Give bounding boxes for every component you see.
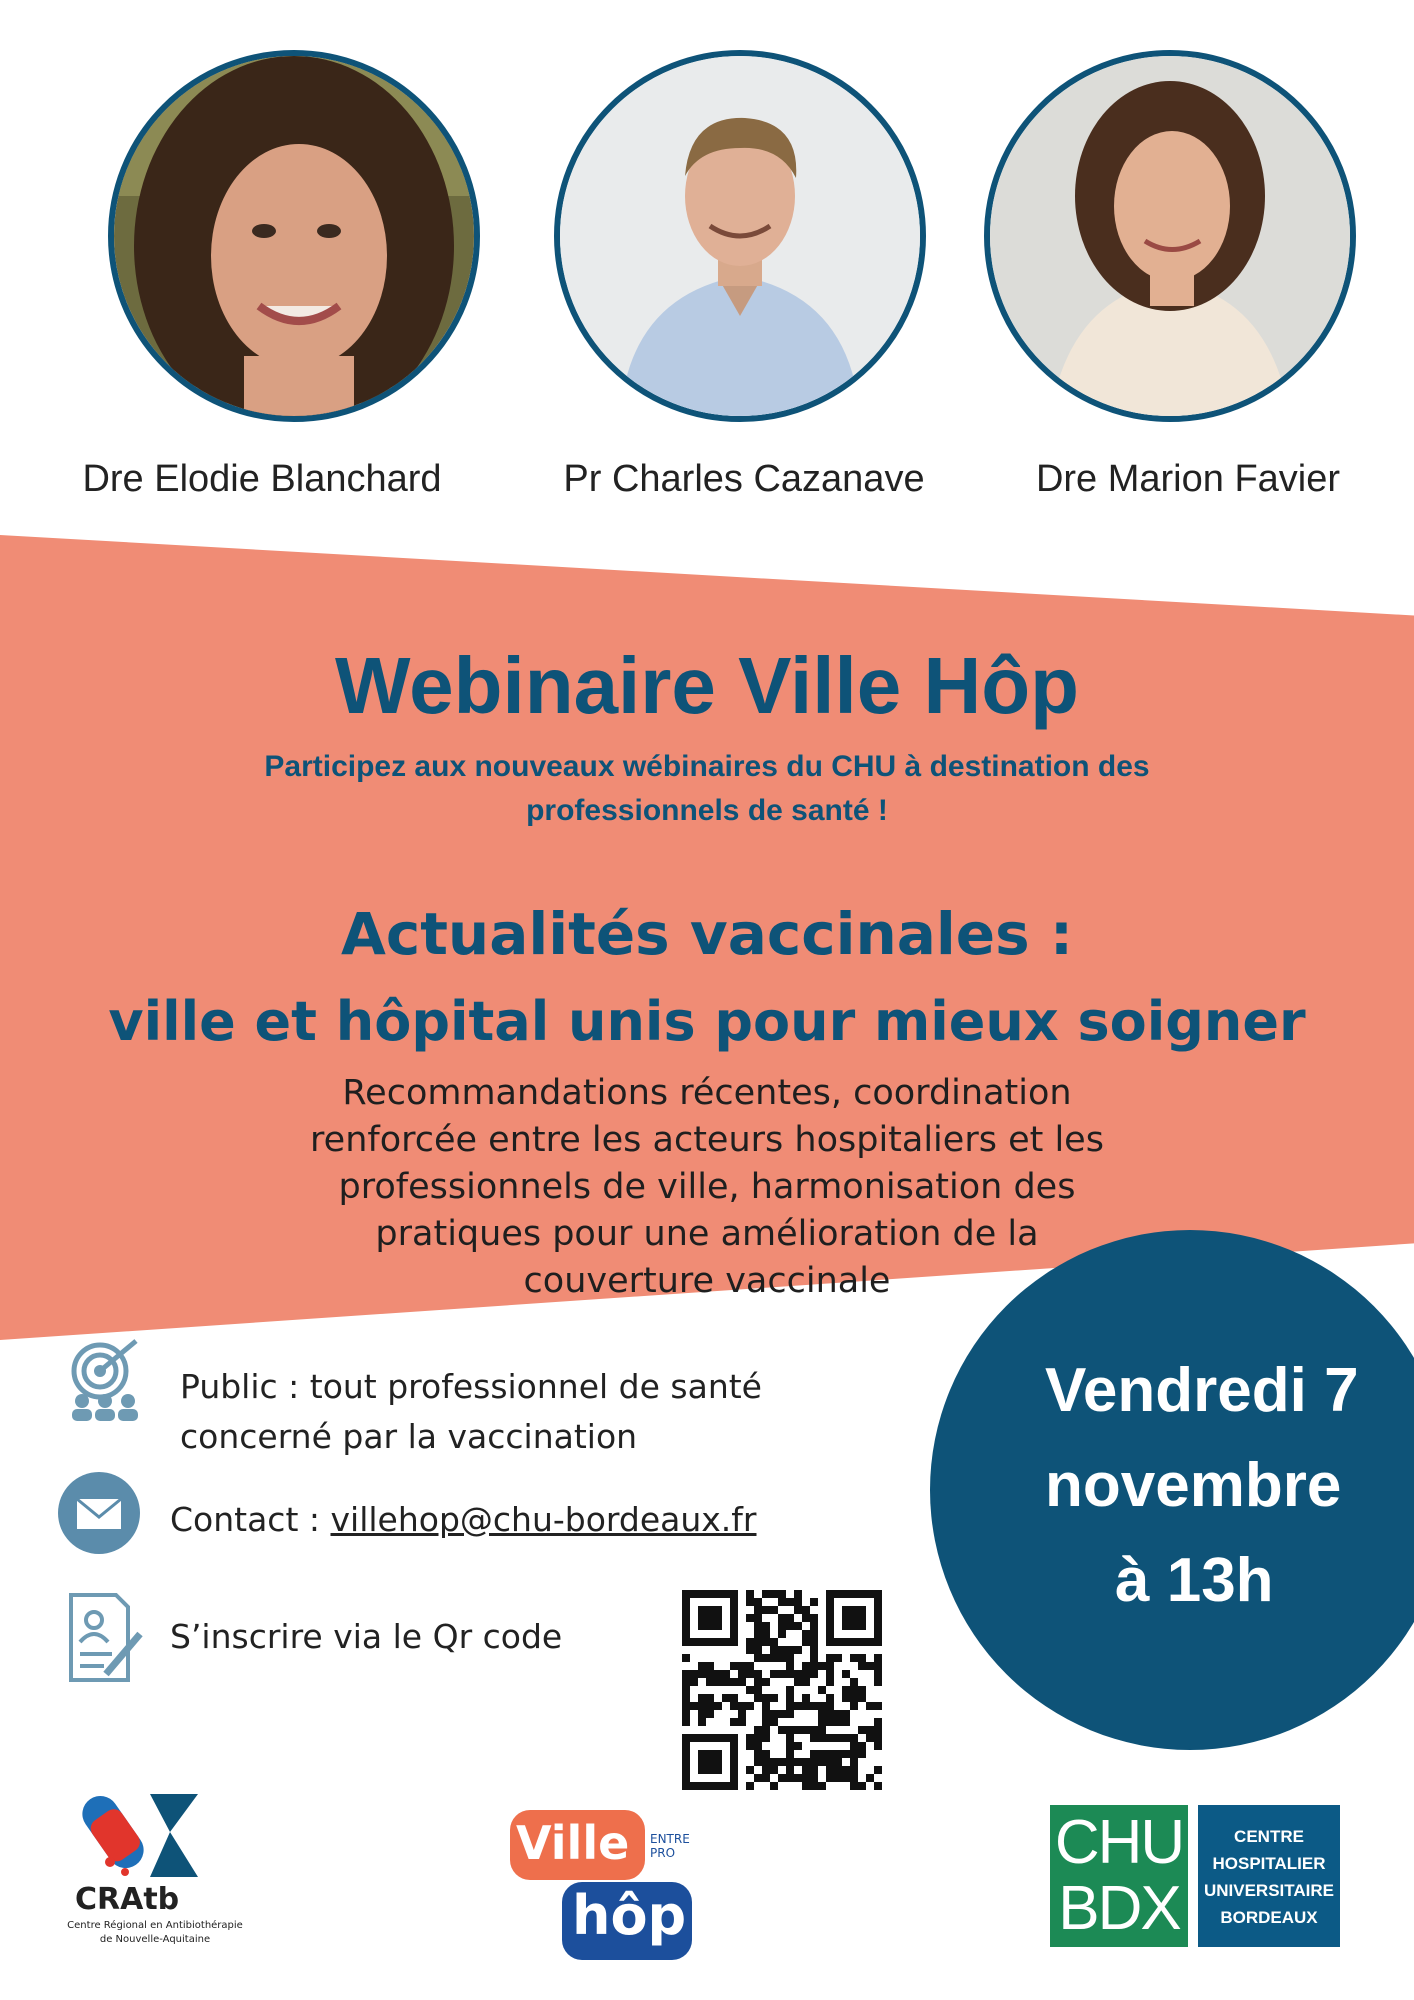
qr-code[interactable]: [682, 1590, 882, 1790]
speaker-name-cazanave: Pr Charles Cazanave: [563, 458, 925, 500]
villehop-pro: PRO: [650, 1846, 676, 1860]
description-line: pratiques pour une amélioration de la: [375, 1214, 1039, 1254]
description-line: renforcée entre les acteurs hospitaliers et les: [310, 1120, 1104, 1160]
webinar-title: Webinaire Ville Hôp: [335, 641, 1079, 730]
speaker-photo-blanchard: [108, 50, 480, 422]
target-audience-icon: [60, 1335, 150, 1425]
villehop-ville: Ville: [516, 1816, 630, 1870]
contact-email-link[interactable]: villehop@chu-bordeaux.fr: [330, 1500, 757, 1539]
description-line: professionnels de ville, harmonisation des: [338, 1167, 1076, 1207]
registration-form-icon: [66, 1590, 146, 1685]
chu-line2: BDX: [1058, 1874, 1180, 1943]
chu-text-block: [1198, 1823, 1340, 1931]
webinar-subtitle-line1: Participez aux nouveaux wébinaires du CHU à destination des: [264, 750, 1150, 783]
cratb-logo: [50, 1782, 260, 1947]
public-text: [180, 1362, 762, 1462]
date-month: novembre: [1045, 1451, 1342, 1520]
speaker-name-favier: Dre Marion Favier: [1035, 458, 1341, 500]
chu-text3: UNIVERSITAIRE: [1203, 1881, 1335, 1900]
topic-line2: ville et hôpital unis pour mieux soigner: [108, 990, 1306, 1053]
speaker-photo-favier: [984, 50, 1356, 422]
date-day: Vendredi 7: [1045, 1356, 1359, 1425]
villehop-hop: hôp: [572, 1884, 687, 1947]
cratb-name: CRAtb: [75, 1882, 180, 1917]
description-line: Recommandations récentes, coordination: [342, 1073, 1072, 1113]
register-text: S’inscrire via le Qr code: [170, 1617, 563, 1656]
chu-bordeaux-logo: [1050, 1805, 1340, 1947]
chu-line1: CHU: [1054, 1808, 1184, 1877]
villehop-logo: [510, 1810, 710, 1980]
villehop-entre: ENTRE: [650, 1832, 690, 1846]
cratb-subtitle-line2: de Nouvelle-Aquitaine: [99, 1934, 211, 1945]
webinar-subtitle-line2: professionnels de santé !: [526, 794, 888, 827]
public-line1: Public : tout professionnel de santé: [180, 1367, 762, 1406]
chu-text1: CENTRE: [1234, 1827, 1304, 1846]
chu-text4: BORDEAUX: [1220, 1908, 1318, 1927]
date-time: à 13h: [1115, 1546, 1274, 1615]
chu-text2: HOSPITALIER: [1212, 1854, 1326, 1873]
cratb-subtitle-line1: Centre Régional en Antibiothérapie: [67, 1920, 243, 1931]
topic-line1: Actualités vaccinales :: [340, 900, 1074, 968]
public-line2: concerné par la vaccination: [180, 1417, 638, 1456]
contact-label: Contact :: [170, 1500, 331, 1539]
speaker-name-blanchard: Dre Elodie Blanchard: [82, 458, 442, 500]
mail-icon: [58, 1472, 140, 1554]
contact-text: [170, 1495, 757, 1545]
description-line: couverture vaccinale: [523, 1261, 891, 1301]
speaker-photo-cazanave: [554, 50, 926, 422]
